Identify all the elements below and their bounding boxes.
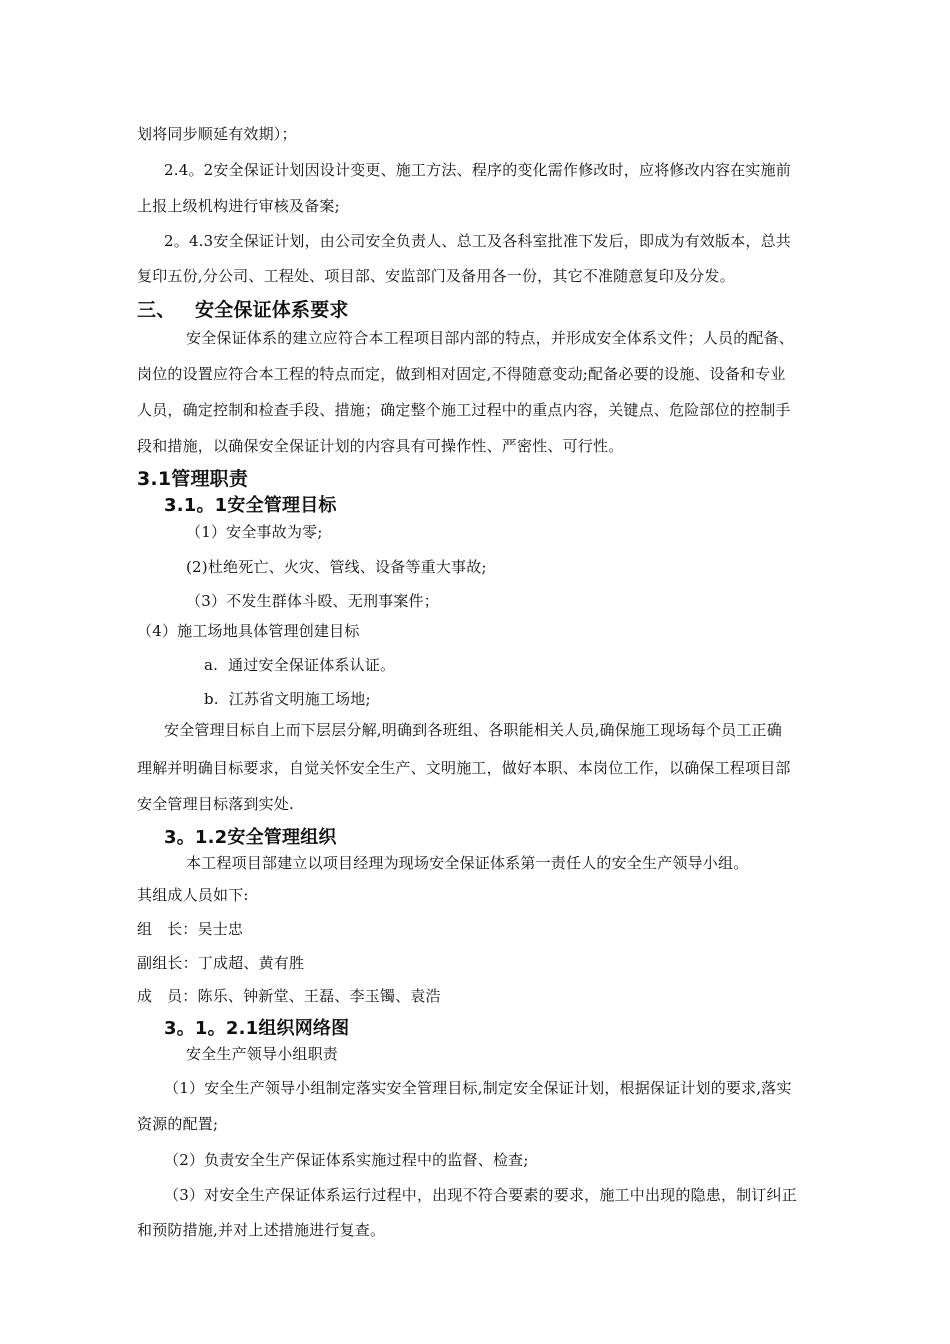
paragraph-line: 岗位的设置应符合本工程的特点而定，做到相对固定,不得随意变动;配备必要的设施、设备和专业 — [137, 365, 786, 383]
section-number: 三、 — [137, 299, 176, 321]
duty-item: （3）对安全生产保证体系运行过程中，出现不符合要素的要求，施工中出现的隐患，制订纠正 — [164, 1186, 797, 1204]
paragraph-line: 2。4.3安全保证计划，由公司安全负责人、总工及各科室批准下发后，即成为有效版本，总共 — [164, 232, 792, 250]
paragraph-line: 划将同步顺延有效期）； — [137, 125, 297, 143]
org-deputy: 副组长：丁成超、黄有胜 — [137, 954, 305, 972]
subsection-heading: 3.1。1安全管理目标 — [164, 495, 337, 516]
section-title: 安全保证体系要求 — [195, 299, 349, 321]
paragraph-line: 2.4。2安全保证计划因设计变更、施工方法、程序的变化需作修改时，应将修改内容在实施前 — [164, 161, 792, 179]
paragraph-line: 上报上级机构进行审核及备案; — [137, 197, 340, 215]
sub-list-item: a. 通过安全保证体系认证。 — [204, 656, 396, 674]
paragraph-line: 段和措施，以确保安全保证计划的内容具有可操作性、严密性、可行性。 — [137, 437, 624, 455]
duty-item: 和预防措施,并对上述措施进行复查。 — [137, 1221, 386, 1239]
paragraph-line: 安全生产领导小组职责 — [186, 1045, 339, 1063]
section-heading — [137, 298, 349, 322]
paragraph-line: 复印五份,分公司、工程处、项目部、安监部门及备用各一份，其它不准随意复印及分发。 — [137, 267, 735, 285]
org-leader: 组 长：吴士忠 — [137, 920, 244, 938]
duty-item: （2）负责安全生产保证体系实施过程中的监督、检查; — [164, 1151, 529, 1169]
list-item: （4）施工场地具体管理创建目标 — [137, 622, 360, 640]
paragraph-line: 安全保证体系的建立应符合本工程项目部内部的特点，并形成安全体系文件；人员的配备、 — [186, 329, 795, 347]
sub-list-item: b. 江苏省文明施工场地; — [204, 690, 371, 708]
duty-item: 资源的配置; — [137, 1115, 219, 1133]
paragraph-line: 理解并明确目标要求，自觉关怀安全生产、文明施工，做好本职、本岗位工作，以确保工程项目部 — [137, 759, 791, 777]
paragraph-line: 安全管理目标落到实处. — [137, 795, 294, 813]
list-item: （1）安全事故为零; — [186, 523, 323, 541]
list-item: （3）不发生群体斗殴、无刑事案件； — [186, 592, 439, 610]
paragraph-line: 人员，确定控制和检查手段、措施；确定整个施工过程中的重点内容，关键点、危险部位的控制手 — [137, 401, 791, 419]
subsection-heading: 3。1。2.1组织网络图 — [164, 1018, 350, 1039]
org-members: 成 员：陈乐、钟新堂、王磊、李玉镯、袁浩 — [137, 987, 441, 1005]
duty-item: （1）安全生产领导小组制定落实安全管理目标,制定安全保证计划，根据保证计划的要求,落实 — [164, 1079, 792, 1097]
paragraph-line: 其组成人员如下: — [137, 886, 249, 904]
subsection-heading: 3。1.2安全管理组织 — [164, 827, 337, 848]
paragraph-line: 本工程项目部建立以项目经理为现场安全保证体系第一责任人的安全生产领导小组。 — [186, 854, 749, 872]
list-item: (2)杜绝死亡、火灾、管线、设备等重大事故; — [186, 558, 487, 576]
subsection-heading: 3.1管理职责 — [137, 468, 249, 490]
paragraph-line: 安全管理目标自上而下层层分解,明确到各班组、各职能相关人员,确保施工现场每个员工正确 — [164, 721, 782, 739]
